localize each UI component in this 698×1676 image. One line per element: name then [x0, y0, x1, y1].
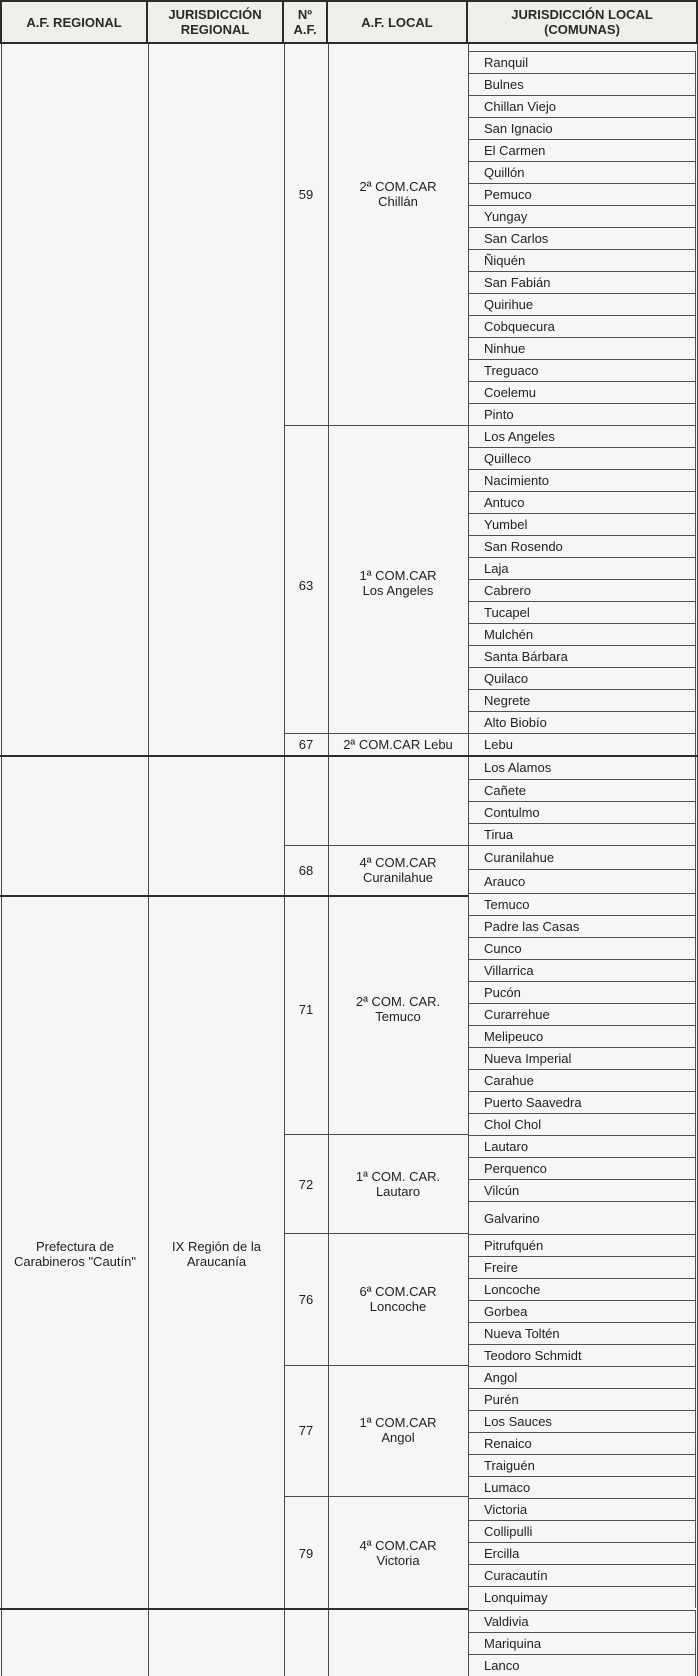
commune-row: Padre las Casas — [468, 915, 696, 937]
commune-row: San Fabián — [468, 271, 696, 293]
group-separator — [284, 1233, 468, 1234]
commune-row: Curacautín — [468, 1564, 696, 1586]
commune-row: Loncoche — [468, 1278, 696, 1300]
af-local-cell: 4ª COM.CAR Victoria — [359, 1538, 437, 1568]
commune-row: San Rosendo — [468, 535, 696, 557]
commune-row: Los Sauces — [468, 1410, 696, 1432]
commune-row: Mariquina — [468, 1632, 696, 1654]
header-af-local: A.F. LOCAL — [328, 0, 468, 44]
af-number-cell: 76 — [298, 1291, 314, 1307]
commune-row: Ñiquén — [468, 249, 696, 271]
commune-row: Carahue — [468, 1069, 696, 1091]
commune-row: Yungay — [468, 205, 696, 227]
commune-row: Ninhue — [468, 337, 696, 359]
commune-row: Cañete — [468, 779, 696, 801]
commune-row: Cabrero — [468, 579, 696, 601]
commune-row: Collipulli — [468, 1520, 696, 1542]
commune-row: Lebu — [468, 733, 696, 755]
commune-row: Cobquecura — [468, 315, 696, 337]
commune-row: Pucón — [468, 981, 696, 1003]
af-number-cell: 59 — [298, 186, 314, 202]
af-number-cell: 67 — [298, 737, 314, 752]
commune-row: Cunco — [468, 937, 696, 959]
commune-row: San Carlos — [468, 227, 696, 249]
commune-row: Chillan Viejo — [468, 95, 696, 117]
header-jurisdiccion-local: JURISDICCIÓN LOCAL (COMUNAS) — [468, 0, 698, 44]
group-separator — [284, 1134, 468, 1135]
af-number-cell: 79 — [298, 1545, 314, 1561]
af-number-cell: 71 — [298, 1001, 314, 1017]
af-local-cell: 4ª COM.CAR Curanilahue — [359, 855, 437, 885]
commune-row: Quirihue — [468, 293, 696, 315]
commune-row: Ercilla — [468, 1542, 696, 1564]
commune-row: Curanilahue — [468, 845, 696, 869]
commune-row: Renaico — [468, 1432, 696, 1454]
commune-row: Nacimiento — [468, 469, 696, 491]
commune-row: Puerto Saavedra — [468, 1091, 696, 1113]
commune-row: Yumbel — [468, 513, 696, 535]
commune-row: Los Alamos — [468, 757, 696, 779]
commune-row: Alto Biobío — [468, 711, 696, 733]
af-local-cell: 2ª COM.CAR Lebu — [343, 737, 453, 752]
af-local-cell: 6ª COM.CAR Loncoche — [359, 1284, 437, 1314]
commune-row: Pinto — [468, 403, 696, 425]
af-number-cell: 68 — [298, 862, 314, 878]
commune-row: Gorbea — [468, 1300, 696, 1322]
commune-row: Tucapel — [468, 601, 696, 623]
commune-row: Purén — [468, 1388, 696, 1410]
af-number-cell: 63 — [298, 577, 314, 593]
commune-row: Perquenco — [468, 1157, 696, 1179]
commune-row: Vilcún — [468, 1179, 696, 1201]
block-separator-line — [0, 895, 468, 897]
commune-row: Teodoro Schmidt — [468, 1344, 696, 1366]
af-local-cell: 1ª COM.CAR Los Angeles — [359, 568, 437, 598]
commune-row: Traiguén — [468, 1454, 696, 1476]
commune-row: Coelemu — [468, 381, 696, 403]
header-numero-af: Nº A.F. — [284, 0, 328, 44]
af-local-cell: 1ª COM. CAR. Lautaro — [355, 1169, 441, 1199]
af-number-cell: 72 — [298, 1176, 314, 1192]
commune-row: Temuco — [468, 893, 696, 915]
commune-row: Curarrehue — [468, 1003, 696, 1025]
commune-row: Pitrufquén — [468, 1234, 696, 1256]
commune-row: Galvarino — [468, 1201, 696, 1234]
group-separator — [284, 845, 468, 846]
commune-row: Melipeuco — [468, 1025, 696, 1047]
commune-row: El Carmen — [468, 139, 696, 161]
column-divider — [148, 44, 149, 1676]
commune-row: San Ignacio — [468, 117, 696, 139]
commune-row: Villarrica — [468, 959, 696, 981]
commune-row: Lanco — [468, 1654, 696, 1676]
commune-row: Tirua — [468, 823, 696, 845]
af-regional-cell: Prefectura de Carabineros "Cautín" — [14, 1239, 136, 1269]
commune-row: Lonquimay — [468, 1586, 696, 1608]
commune-row: Lumaco — [468, 1476, 696, 1498]
commune-row: Ranquil — [468, 51, 696, 73]
group-separator — [284, 1496, 468, 1497]
commune-row: Angol — [468, 1366, 696, 1388]
header-af-regional: A.F. REGIONAL — [0, 0, 148, 44]
header-jurisdiccion-regional: JURISDICCIÓN REGIONAL — [148, 0, 284, 44]
commune-row: Laja — [468, 557, 696, 579]
commune-row: Valdivia — [468, 1610, 696, 1632]
group-separator — [284, 1365, 468, 1366]
commune-row: Los Angeles — [468, 425, 696, 447]
af-number-cell — [284, 1630, 328, 1650]
commune-row: Victoria — [468, 1498, 696, 1520]
af-number-cell: 77 — [298, 1422, 314, 1438]
commune-row: Treguaco — [468, 359, 696, 381]
af-local-cell: 2ª COM. CAR. Temuco — [355, 994, 441, 1024]
commune-row: Quilaco — [468, 667, 696, 689]
commune-row: Antuco — [468, 491, 696, 513]
commune-row: Quillón — [468, 161, 696, 183]
commune-row: Lautaro — [468, 1135, 696, 1157]
commune-row: Bulnes — [468, 73, 696, 95]
commune-row: Chol Chol — [468, 1113, 696, 1135]
commune-row: Mulchén — [468, 623, 696, 645]
commune-row: Nueva Toltén — [468, 1322, 696, 1344]
af-local-cell: 2ª COM.CAR Chillán — [359, 179, 437, 209]
commune-row: Arauco — [468, 869, 696, 893]
commune-row: Contulmo — [468, 801, 696, 823]
commune-row: Pemuco — [468, 183, 696, 205]
commune-row: Santa Bárbara — [468, 645, 696, 667]
block-separator-line — [0, 1608, 468, 1610]
commune-row: Nueva Imperial — [468, 1047, 696, 1069]
group-separator — [284, 425, 468, 426]
commune-row: Negrete — [468, 689, 696, 711]
commune-row: Quilleco — [468, 447, 696, 469]
jurisdiccion-regional-cell: IX Región de la Araucanía — [172, 1239, 261, 1269]
commune-row: Freire — [468, 1256, 696, 1278]
af-local-cell — [328, 1630, 468, 1650]
af-local-cell: 1ª COM.CAR Angol — [359, 1415, 437, 1445]
column-divider — [1, 44, 2, 1676]
